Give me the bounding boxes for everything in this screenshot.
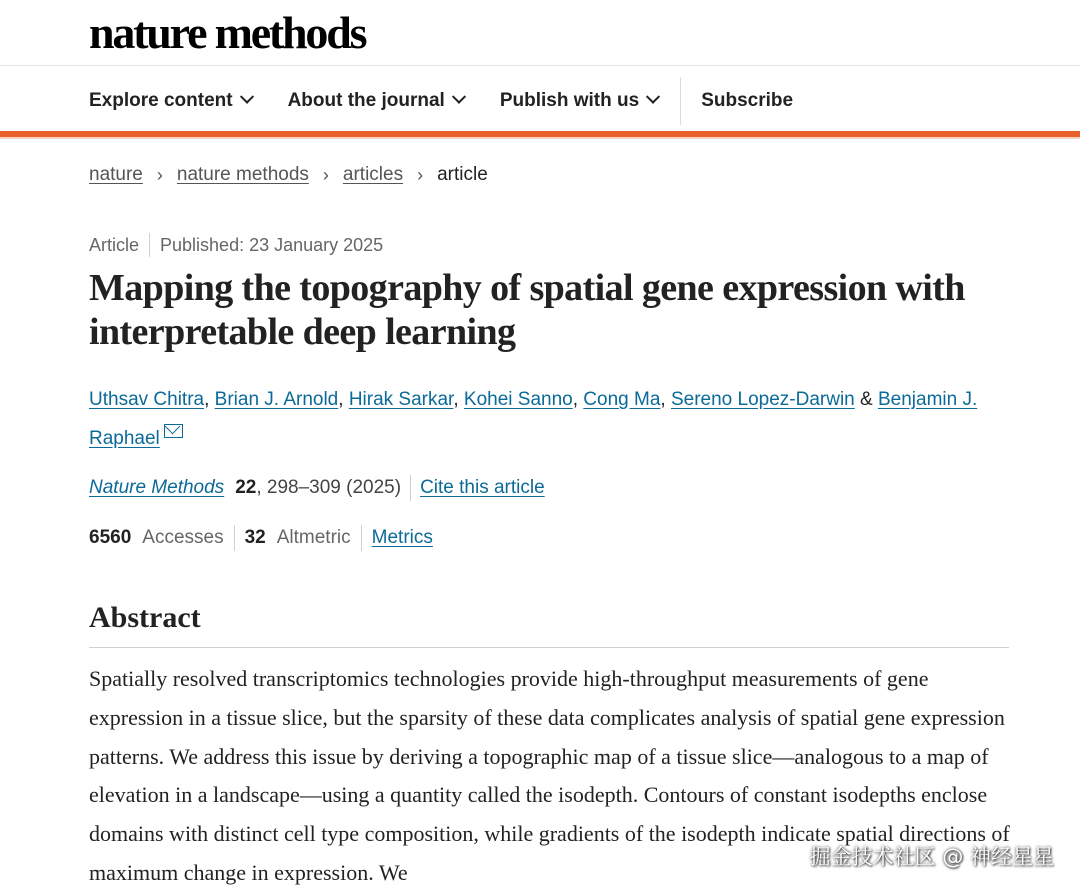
journal-link[interactable]: Nature Methods (89, 477, 225, 498)
subscribe-link[interactable]: Subscribe (701, 90, 794, 111)
main-nav (89, 75, 793, 127)
abstract-divider (89, 647, 1009, 648)
nav-explore-content[interactable] (89, 90, 252, 112)
meta-separator (149, 233, 150, 257)
breadcrumb (89, 164, 488, 186)
accesses-label: Accesses (142, 527, 224, 548)
metrics-link[interactable]: Metrics (371, 527, 433, 548)
article-title: Mapping the topography of spatial gene expression with interpretable deep learning (89, 267, 965, 353)
journal-logo[interactable]: nature methods (89, 7, 366, 58)
nav-explore-label: Explore content (89, 90, 233, 111)
accesses-count: 6560 (89, 527, 132, 548)
author-link[interactable]: Sereno Lopez-Darwin (670, 389, 855, 410)
nav-publish-with-us[interactable] (500, 90, 658, 112)
author-link[interactable]: Brian J. Arnold (214, 389, 339, 410)
article-type: Article (89, 234, 140, 255)
metrics-separator (234, 525, 235, 551)
breadcrumb-nature[interactable]: nature (89, 164, 143, 185)
volume: 22 (235, 477, 257, 498)
altmetric-label: Altmetric (276, 527, 351, 548)
nav-separator (680, 77, 681, 125)
nav-publish-label: Publish with us (499, 90, 640, 111)
nav-about-journal[interactable] (288, 90, 464, 112)
author-link[interactable]: Benjamin J. Raphael (89, 389, 978, 449)
mail-icon[interactable] (164, 424, 183, 438)
chevron-right-icon: › (322, 164, 329, 185)
author-link[interactable]: Cong Ma (583, 389, 661, 410)
author-link[interactable]: Kohei Sanno (463, 389, 573, 410)
abstract-heading: Abstract (89, 601, 201, 634)
breadcrumb-articles[interactable]: articles (342, 164, 404, 185)
author-list: Uthsav Chitra, Brian J. Arnold, Hirak Sarkar, Kohei Sanno, Cong Ma, Sereno Lopez-Darwin & Benjamin J. Raphael (89, 389, 978, 449)
article-metrics (89, 525, 433, 551)
cite-article-link[interactable]: Cite this article (420, 477, 545, 498)
breadcrumb-current: article (437, 164, 488, 185)
accent-bar (0, 131, 1080, 137)
metrics-separator (361, 525, 362, 551)
breadcrumb-nature-methods[interactable]: nature methods (176, 164, 309, 185)
citation-separator (410, 475, 411, 501)
chevron-right-icon: › (417, 164, 424, 185)
chevron-down-icon (240, 90, 254, 104)
abstract-text: Spatially resolved transcriptomics technologies provide high-throughput measurements of gene expression in a tissue slice, but the sparsity of these data complicates analysis of spatial gene expression patterns. We address this issue by deriving a topographic map of a tissue slice—analogous to a map of elevation in a landscape—using a quantity called the isodepth. Contours of constant isodepths enclose domains with distinct cell type composition, while gradients of the isodepth indicate spatial directions of maximum change in expression. We (89, 666, 1010, 885)
nav-about-label: About the journal (287, 90, 445, 111)
article-meta (89, 233, 383, 257)
published-date: Published: 23 January 2025 (160, 234, 384, 255)
chevron-down-icon (452, 90, 466, 104)
author-link[interactable]: Uthsav Chitra (89, 389, 205, 410)
header-divider (0, 65, 1080, 66)
altmetric-count: 32 (244, 527, 266, 548)
watermark: 掘金技术社区 @ 神经星星 (809, 845, 1054, 869)
chevron-right-icon: › (156, 164, 163, 185)
author-link[interactable]: Hirak Sarkar (348, 389, 454, 410)
pages-year: , 298–309 (2025) (256, 477, 402, 498)
chevron-down-icon (646, 90, 660, 104)
citation-line (89, 475, 545, 501)
